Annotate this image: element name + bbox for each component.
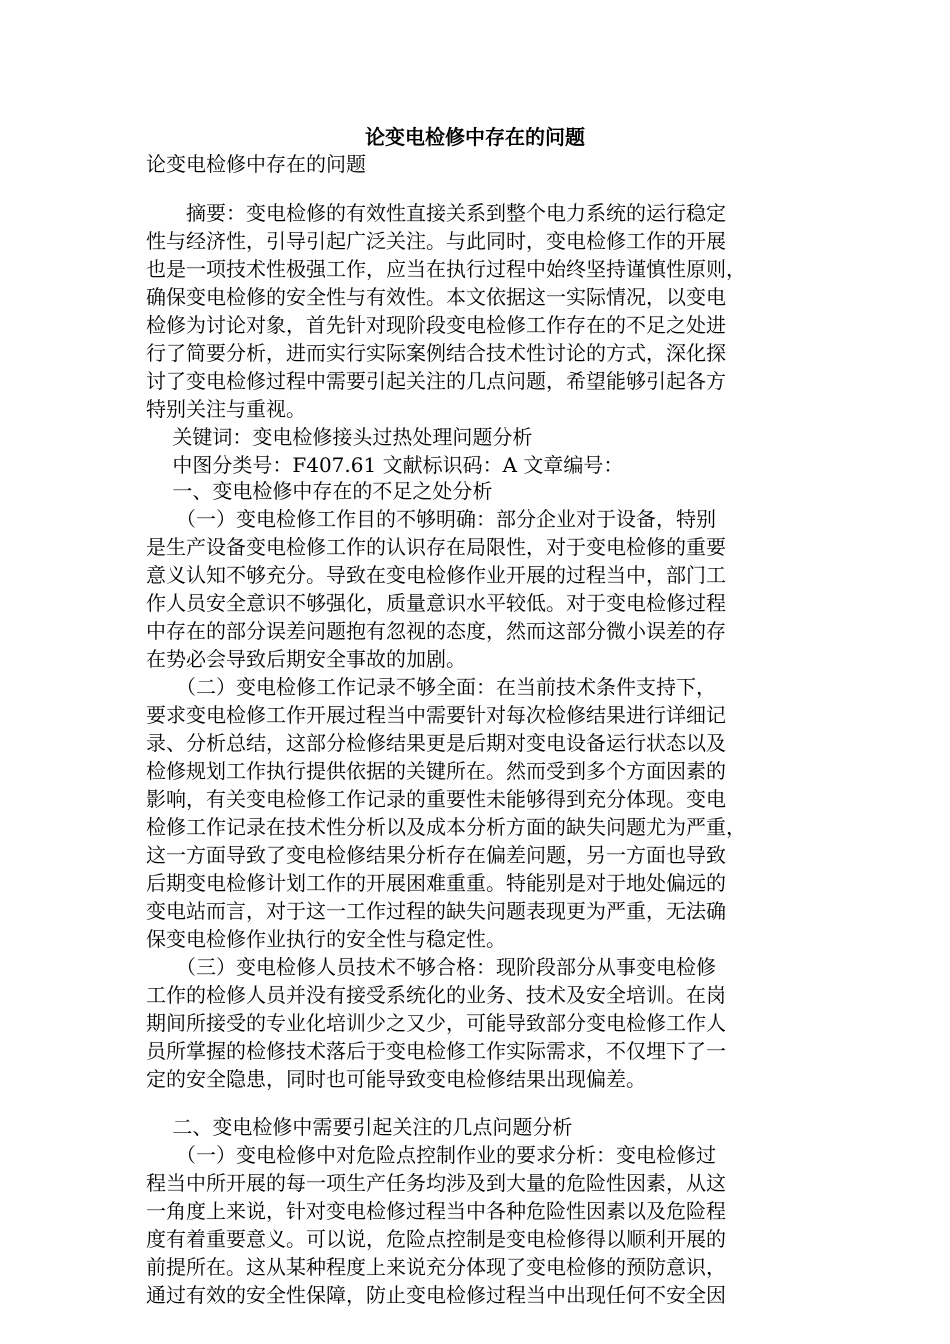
body-line: （二）变电检修工作记录不够全面：在当前技术条件支持下， [146, 675, 716, 699]
body-line: （三）变电检修人员技术不够合格：现阶段部分从事变电检修 [146, 955, 716, 979]
abstract-line: 检修为讨论对象，首先针对现阶段变电检修工作存在的不足之处进 [146, 313, 726, 337]
body-line: 定的安全隐患，同时也可能导致变电检修结果出现偏差。 [146, 1067, 646, 1091]
abstract-line: 也是一项技术性极强工作，应当在执行过程中始终坚持谨慎性原则， [146, 257, 746, 281]
body-line: 员所掌握的检修技术落后于变电检修工作实际需求，不仅埋下了一 [146, 1039, 726, 1063]
abstract-line: 摘要：变电检修的有效性直接关系到整个电力系统的运行稳定 [146, 201, 726, 225]
keywords-line: 关键词：变电检修接头过热处理问题分析 [146, 425, 533, 449]
section-heading: 二、变电检修中需要引起关注的几点问题分析 [146, 1115, 573, 1139]
body-line: 这一方面导致了变电检修结果分析存在偏差问题，另一方面也导致 [146, 843, 726, 867]
body-line: 期间所接受的专业化培训少之又少，可能导致部分变电检修工作人 [146, 1011, 726, 1035]
body-line: 保变电检修作业执行的安全性与稳定性。 [146, 927, 506, 951]
document-title: 论变电检修中存在的问题 [365, 125, 585, 149]
body-line: 作人员安全意识不够强化，质量意识水平较低。对于变电检修过程 [146, 591, 726, 615]
body-line: 后期变电检修计划工作的开展困难重重。特能别是对于地处偏远的 [146, 871, 726, 895]
body-line: 检修规划工作执行提供依据的关键所在。然而受到多个方面因素的 [146, 759, 726, 783]
body-line: 程当中所开展的每一项生产任务均涉及到大量的危险性因素，从这 [146, 1171, 726, 1195]
body-line: 一角度上来说，针对变电检修过程当中各种危险性因素以及危险程 [146, 1199, 726, 1223]
body-line: 通过有效的安全性保障，防止变电检修过程当中出现任何不安全因 [146, 1283, 726, 1307]
body-line: 在势必会导致后期安全事故的加剧。 [146, 647, 466, 671]
body-line: 工作的检修人员并没有接受系统化的业务、技术及安全培训。在岗 [146, 983, 726, 1007]
classification-line: 中图分类号：F407.61 文献标识码：A 文章编号： [146, 453, 624, 477]
abstract-line: 特别关注与重视。 [146, 397, 306, 421]
body-line: 变电站而言，对于这一工作过程的缺失问题表现更为严重，无法确 [146, 899, 726, 923]
document-subtitle: 论变电检修中存在的问题 [146, 152, 366, 176]
body-line: 是生产设备变电检修工作的认识存在局限性，对于变电检修的重要 [146, 535, 726, 559]
abstract-line: 确保变电检修的安全性与有效性。本文依据这一实际情况，以变电 [146, 285, 726, 309]
section-heading: 一、变电检修中存在的不足之处分析 [146, 479, 493, 503]
body-line: 检修工作记录在技术性分析以及成本分析方面的缺失问题尤为严重， [146, 815, 746, 839]
body-line: 意义认知不够充分。导致在变电检修作业开展的过程当中，部门工 [146, 563, 726, 587]
abstract-line: 讨了变电检修过程中需要引起关注的几点问题，希望能够引起各方 [146, 369, 726, 393]
body-line: （一）变电检修工作目的不够明确：部分企业对于设备，特别 [146, 507, 716, 531]
body-line: 要求变电检修工作开展过程当中需要针对每次检修结果进行详细记 [146, 703, 726, 727]
body-line: （一）变电检修中对危险点控制作业的要求分析：变电检修过 [146, 1143, 716, 1167]
body-line: 中存在的部分误差问题抱有忽视的态度，然而这部分微小误差的存 [146, 619, 726, 643]
body-line: 前提所在。这从某种程度上来说充分体现了变电检修的预防意识， [146, 1255, 726, 1279]
body-line: 度有着重要意义。可以说，危险点控制是变电检修得以顺利开展的 [146, 1227, 726, 1251]
body-line: 影响，有关变电检修工作记录的重要性未能够得到充分体现。变电 [146, 787, 726, 811]
abstract-line: 性与经济性，引导引起广泛关注。与此同时，变电检修工作的开展 [146, 229, 726, 253]
body-line: 录、分析总结，这部分检修结果更是后期对变电设备运行状态以及 [146, 731, 726, 755]
abstract-line: 行了简要分析，进而实行实际案例结合技术性讨论的方式，深化探 [146, 341, 726, 365]
